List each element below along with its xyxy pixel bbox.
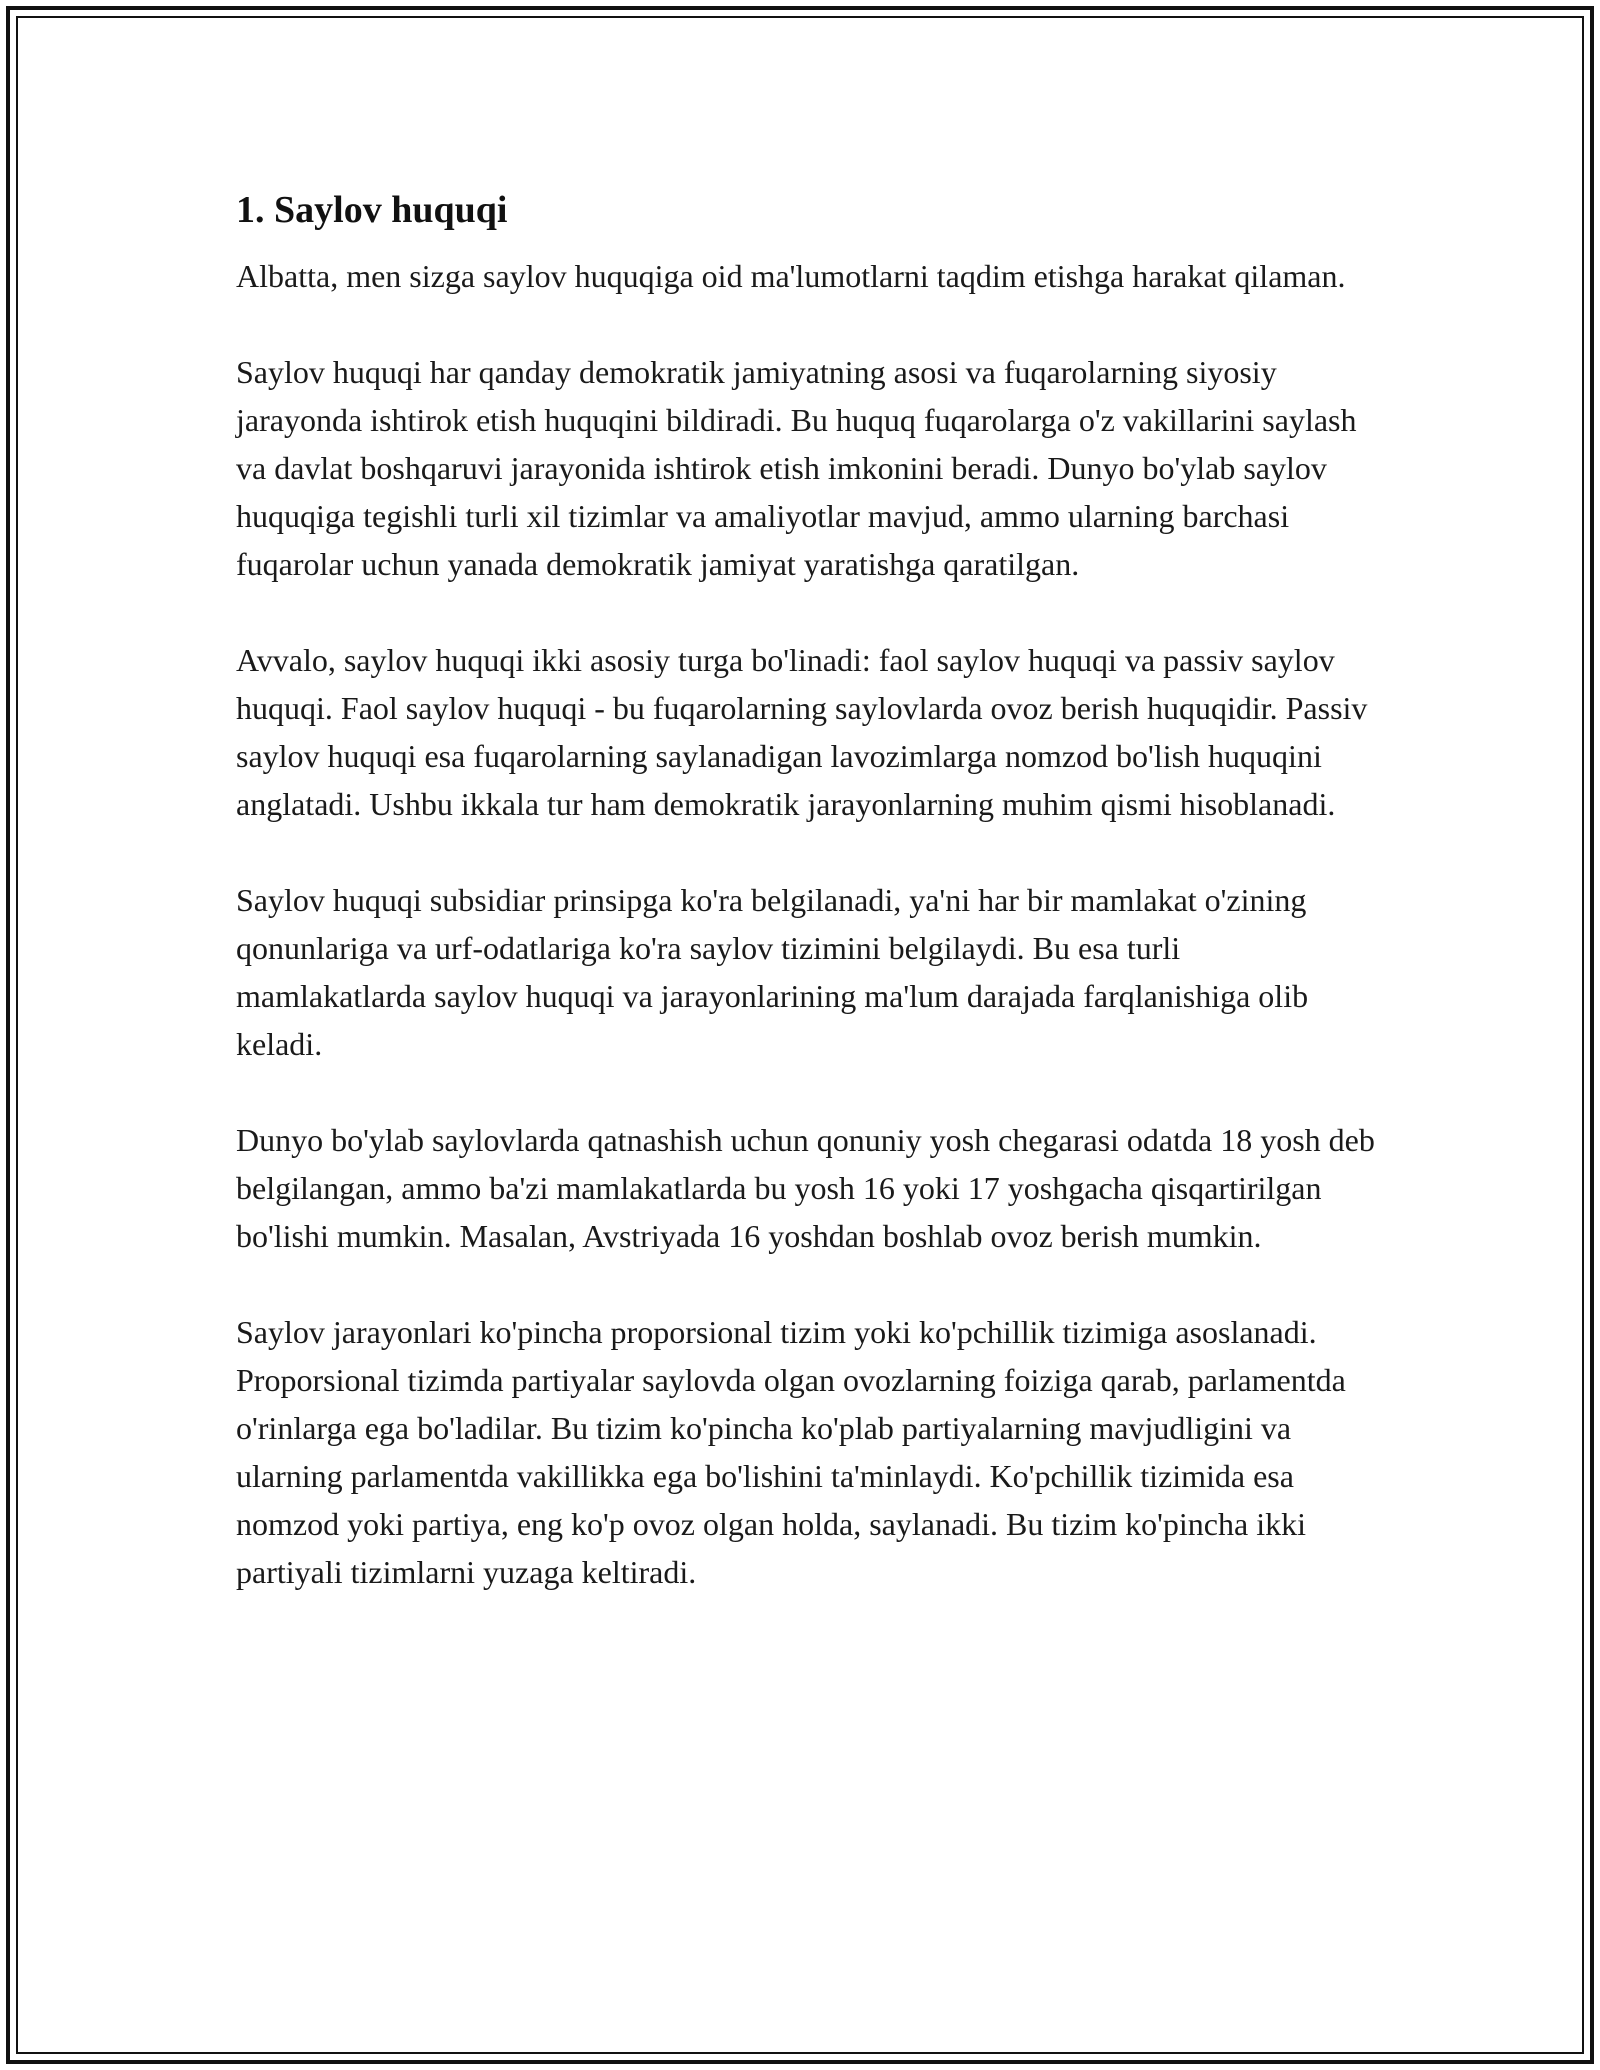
- paragraph-types: Avvalo, saylov huquqi ikki asosiy turga bo'linadi: faol saylov huquqi va passiv saylov huquqi. Faol saylov huquqi - bu fuqarolarning saylovlarda ovoz berish huquqidir. Passiv saylov huquqi esa fuqarolarning saylanadigan lavozimlarga nomzod bo'lish huquqini anglatadi. Ushbu ikkala tur ham demokratik jarayonlarning muhim qismi hisoblanadi.: [236, 642, 1368, 822]
- paragraph-electoral-systems: Saylov jarayonlari ko'pincha proporsional tizim yoki ko'pchillik tizimiga asoslanadi. Proporsional tizimda partiyalar saylovda olgan ovozlarning foiziga qarab, parlamentda o'rinlarga ega bo'ladilar. Bu tizim ko'pincha ko'plab partiyalarning mavjudligini va ularning parlamentda vakillikka ega bo'lishini ta'minlaydi. Ko'pchillik tizimida esa nomzod yoki partiya, eng ko'p ovoz olgan holda, saylanadi. Bu tizim ko'pincha ikki partiyali tizimlarni yuzaga keltiradi.: [236, 1314, 1346, 1590]
- paragraph-definition: Saylov huquqi har qanday demokratik jamiyatning asosi va fuqarolarning siyosiy jarayonda ishtirok etish huquqini bildiradi. Bu huquq fuqarolarga o'z vakillarini saylash va davlat boshqaruvi jarayonida ishtirok etish imkonini beradi. Dunyo bo'ylab saylov huquqiga tegishli turli xil tizimlar va amaliyotlar mavjud, ammo ularning barchasi fuqarolar uchun yanada demokratik jamiyat yaratishga qaratilgan.: [236, 354, 1357, 582]
- paragraph-subsidiarity: Saylov huquqi subsidiar prinsipga ko'ra belgilanadi, ya'ni har bir mamlakat o'zining qonunlariga va urf-odatlariga ko'ra saylov tizimini belgilaydi. Bu esa turli mamlakatlarda saylov huquqi va jarayonlarining ma'lum darajada farqlanishiga olib keladi.: [236, 882, 1309, 1062]
- document-title: 1. Saylov huquqi: [236, 189, 508, 231]
- paragraph-intro: Albatta, men sizga saylov huquqiga oid ma'lumotlarni taqdim etishga harakat qilaman.: [236, 258, 1346, 294]
- paragraph-age-limit: Dunyo bo'ylab saylovlarda qatnashish uchun qonuniy yosh chegarasi odatda 18 yosh deb belgilangan, ammo ba'zi mamlakatlarda bu yosh 16 yoki 17 yoshgacha qisqartirilgan bo'lishi mumkin. Masalan, Avstriyada 16 yoshdan boshlab ovoz berish mumkin.: [236, 1122, 1375, 1254]
- document-body: [236, 186, 1376, 1644]
